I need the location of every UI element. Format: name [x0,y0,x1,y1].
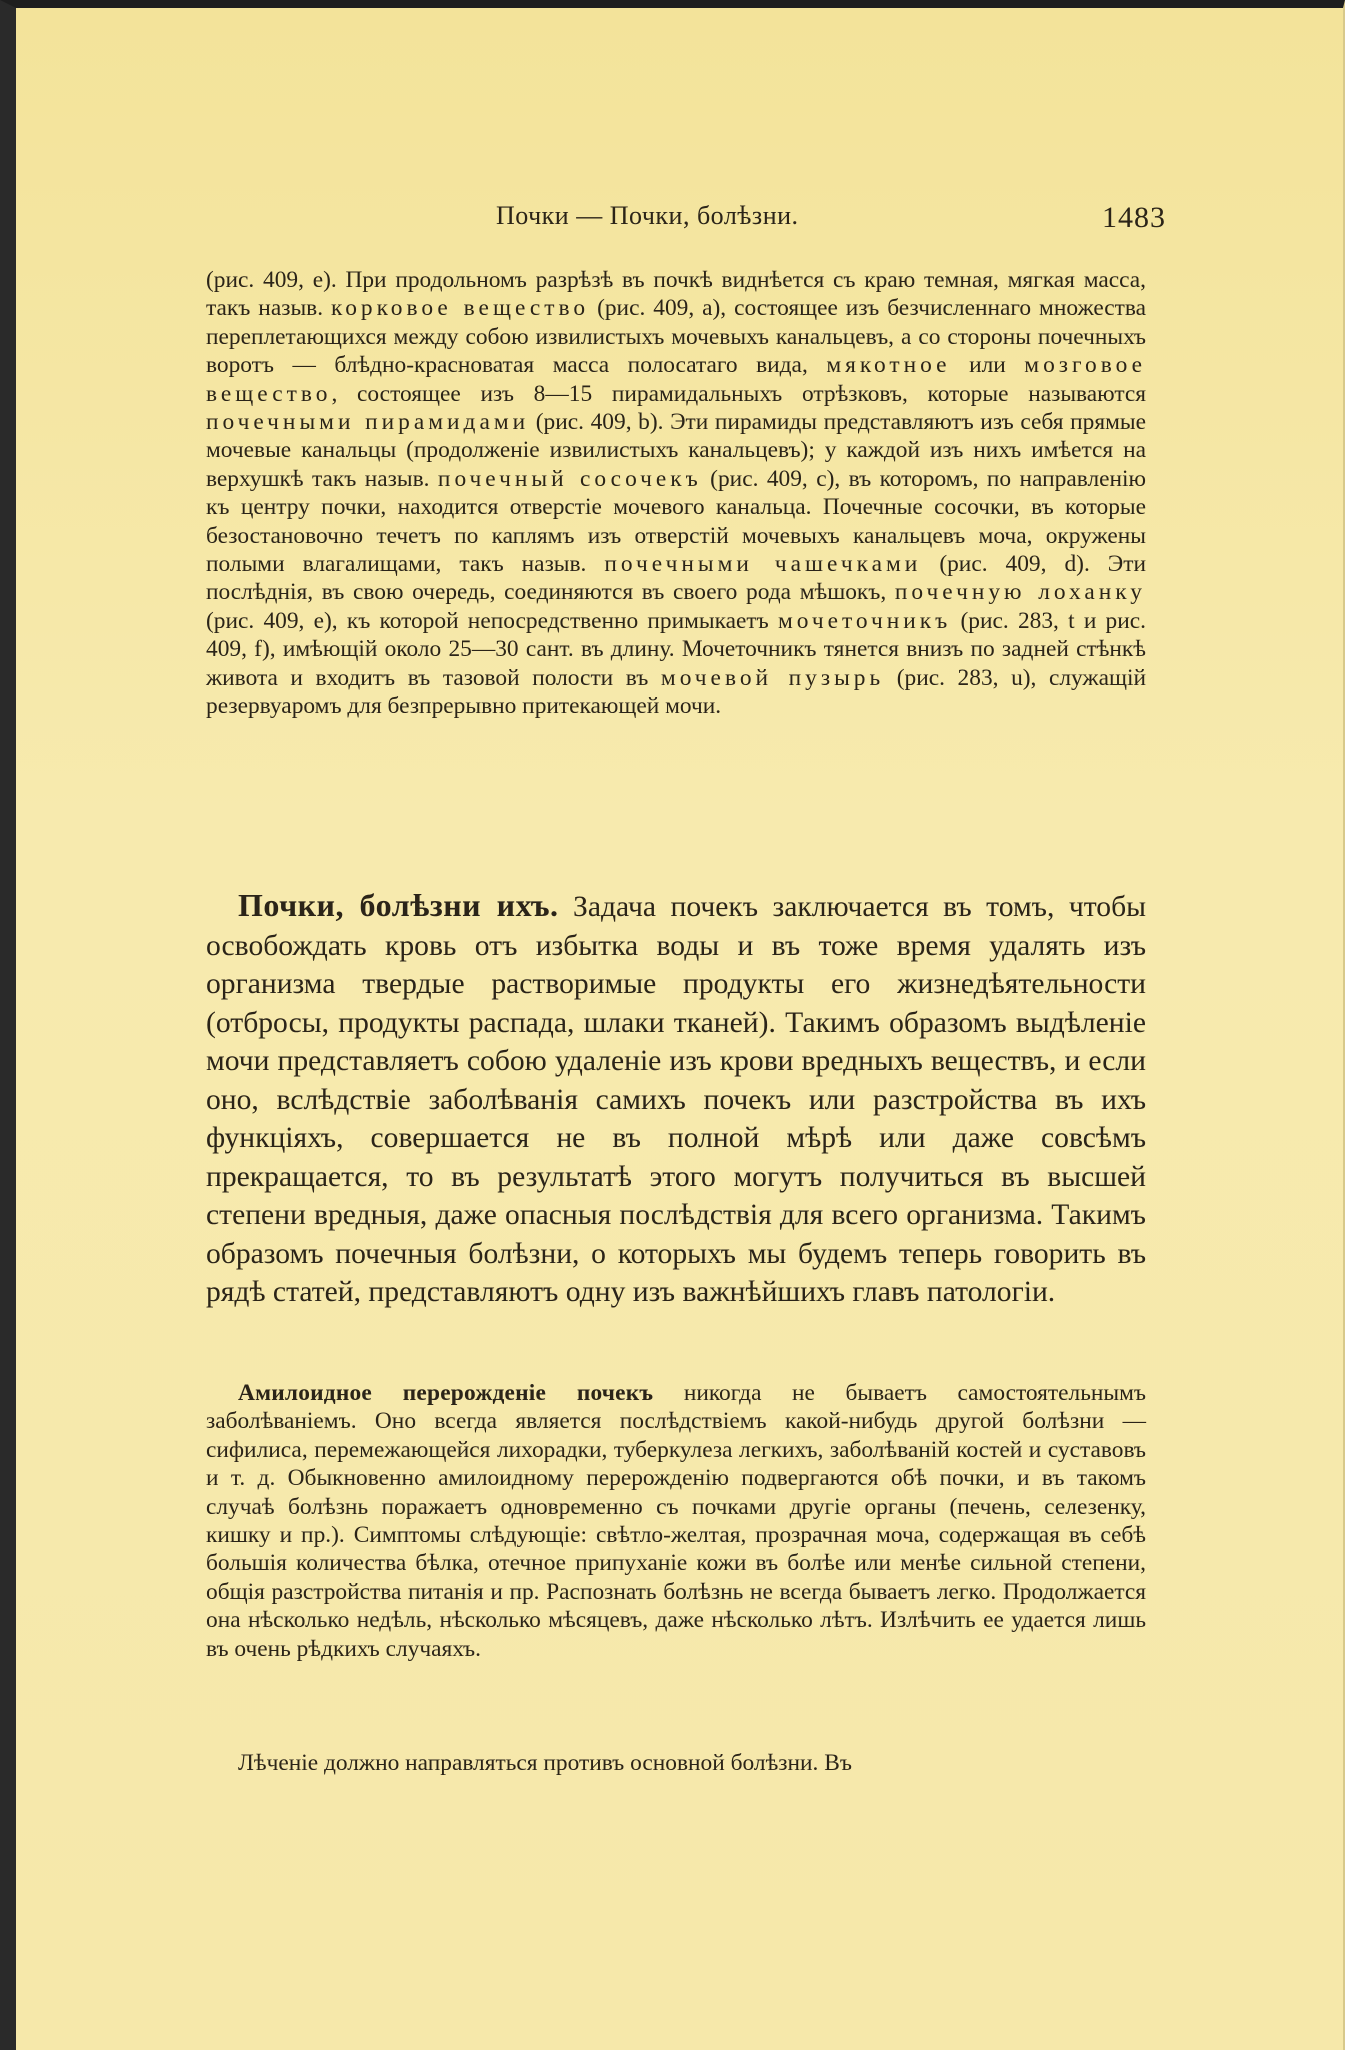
term-medulla-1: мякотное [826,352,951,379]
running-title: Почки — Почки, болѣзни. [496,201,799,230]
term-bladder: мочевой пузырь [660,664,885,691]
term-calyces: почечными чашечками [604,551,922,578]
term-pelvis: почечную лоханку [894,579,1147,606]
paragraph-kidney-diseases: Почки, болѣзни ихъ. Задача почекъ заключается въ томъ, чтобы освобождать кровь отъ избытка воды и въ тоже время удалять изъ организма твердые растворимые продукты его жизнедѣятельности (отбросы, продукты распада, шлаки тканей). Такимъ образомъ выдѣленіе мочи представляетъ собою удаленіе изъ крови вредныхъ веществъ, и если оно, вслѣдствіе заболѣванія самихъ почекъ или разстройства въ ихъ функціяхъ, совершается не въ полной мѣрѣ или даже совсѣмъ прекращается, то въ результатѣ этого могутъ получиться въ высшей степени вредныя, даже опасныя послѣдствія для всего организма. Такимъ образомъ почечныя болѣзни, о которыхъ мы будемъ теперь говорить въ рядѣ статей, представляютъ одну изъ важнѣйшихъ главъ патологіи. [206,887,1147,1308]
term-medulla-2: мозговое вещество [206,352,1146,407]
term-cortex: корковое вещество [331,295,590,322]
paragraph-treatment: Лѣченіе должно направляться противъ основной болѣзни. Въ [238,1750,852,1776]
paragraph-kidney-structure: (рис. 409, е). При продольномъ разрѣзѣ въ почкѣ виднѣется съ краю темная, мягкая масса, такъ назыв. корковое вещество (рис. 409, a), состоящее изъ безчисленнаго множества переплетающихся между собою извилистыхъ мочевыхъ канальцевъ, а со стороны почечныхъ воротъ — блѣдно-красноватая масса полосатаго вида, мякотное или мозговое вещество, состоящее изъ 8—15 пирамидальныхъ отрѣзковъ, которые называются почечными пирамидами (рис. 409, b). Эти пирамиды представляютъ изъ себя прямые мочевые канальцы (продолженіе извилистыхъ канальцевъ); у каждой изъ нихъ имѣется на верхушкѣ такъ назыв. почечный сосочекъ (рис. 409, c), въ которомъ, по направленію къ центру почки, находится отверстіе мочевого канальца. Почечные сосочки, въ которые безостановочно течетъ по каплямъ изъ отверстій мочевыхъ канальцевъ моча, окружены полыми влагалищами, такъ назыв. почечными чашечками (рис. 409, d). Эти послѣднія, въ свою очередь, соединяются въ своего рода мѣшокъ, почечную лоханку (рис. 409, е), къ которой непосредственно примыкаетъ мочеточникъ (рис. 283, t и рис. 409, f), имѣющій около 25—30 сант. въ длину. Мочеточникъ тянется внизъ по задней стѣнкѣ живота и входитъ въ тазовой полости въ мочевой пузырь (рис. 283, u), служащій резервуаромъ для безпрерывно притекающей мочи. [206,267,1147,720]
page-number: 1483 [1102,201,1166,234]
paragraph-amyloid: Амилоидное перерожденіе почекъ никогда не бываетъ самостоятельнымъ заболѣваніемъ. Оно всегда является послѣдствіемъ какой-нибудь другой болѣзни — сифилиса, перемежающейся лихорадки, туберкулеза легкихъ, заболѣваній костей и суставовъ и т. д. Обыкновенно амилоидному перерожденію подвергаются обѣ почки, и въ такомъ случаѣ болѣзнь поражаетъ одновременно съ почками другіе органы (печень, селезенку, кишку и пр.). Симптомы слѣдующіе: свѣтло-желтая, прозрачная моча, содержащая въ себѣ большія количества бѣлка, отечное припуханіе кожи въ болѣе или менѣе сильной степени, общія разстройства питанія и пр. Распознать болѣзнь не всегда бываетъ легко. Продолжается она нѣсколько недѣль, нѣсколько мѣсяцевъ, даже нѣсколько лѣтъ. Излѣчить ее удается лишь въ очень рѣдкихъ случаяхъ. [206,1380,1146,1662]
term-papilla: почечный сосочекъ [437,465,702,492]
article-heading: Почки, болѣзни ихъ. [238,887,559,923]
term-ureter: мочеточникъ [777,607,952,634]
subsection-heading: Амилоидное перерожденіе почекъ [238,1380,654,1406]
running-header [206,201,1166,241]
term-pyramids: почечными пирамидами [206,409,530,436]
